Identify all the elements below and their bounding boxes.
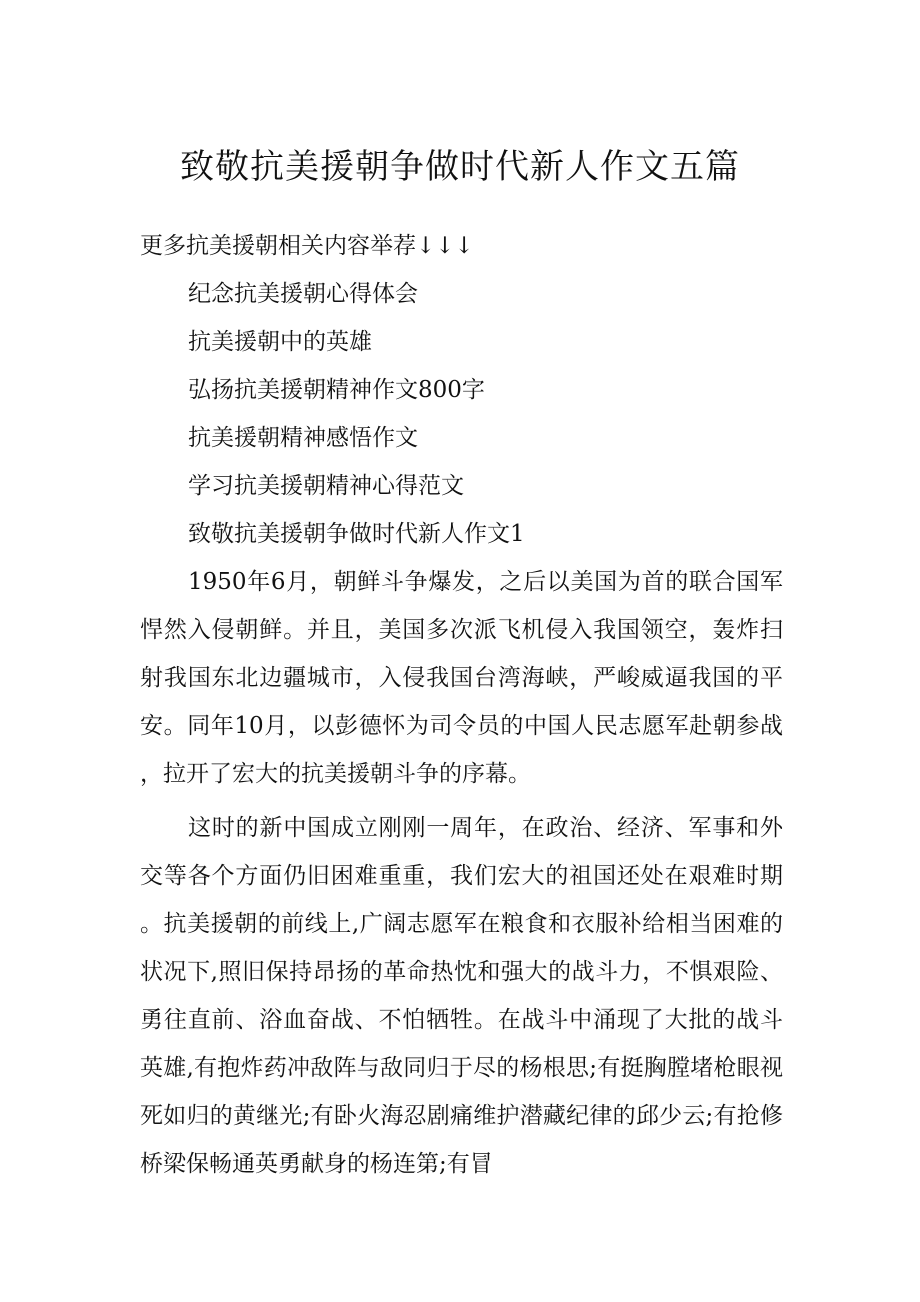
essay-heading: 致敬抗美援朝争做时代新人作文1 [188,521,525,547]
recommend-link-5[interactable]: 学习抗美援朝精神心得范文 [188,473,464,499]
recommend-link-2[interactable]: 抗美援朝中的英雄 [188,329,372,355]
recommend-header: 更多抗美援朝相关内容举荐↓↓↓ [140,233,474,259]
document-body [140,222,783,1188]
essay-paragraph-1: 1950年6月，朝鲜斗争爆发，之后以美国为首的联合国军悍然入侵朝鲜。并且，美国多次派飞机侵入我国领空，轰炸扫射我国东北边疆城市，入侵我国台湾海峡，严峻威逼我国的平安。同年10月，以彭德怀为司令员的中国人民志愿军赴朝参战，拉开了宏大的抗美援朝斗争的序幕。 [140,569,783,787]
recommend-link-1[interactable]: 纪念抗美援朝心得体会 [188,281,418,307]
recommend-link-3[interactable]: 弘扬抗美援朝精神作文800字 [188,377,485,403]
essay-paragraph-2: 这时的新中国成立刚刚一周年，在政治、经济、军事和外交等各个方面仍旧困难重重，我们宏大的祖国还处在艰难时期。抗美援朝的前线上,广阔志愿军在粮食和衣服补给相当困难的状况下,照旧保持昂扬的革命热忱和强大的战斗力，不惧艰险、勇往直前、浴血奋战、不怕牺牲。在战斗中涌现了大批的战斗英雄,有抱炸药冲敌阵与敌同归于尽的杨根思;有挺胸膛堵枪眼视死如归的黄继光;有卧火海忍剧痛维护潜藏纪律的邱少云;有抢修桥梁保畅通英勇献身的杨连第;有冒 [140,815,783,1177]
recommend-link-4[interactable]: 抗美援朝精神感悟作文 [188,425,418,451]
document-title: 致敬抗美援朝争做时代新人作文五篇 [180,147,740,187]
